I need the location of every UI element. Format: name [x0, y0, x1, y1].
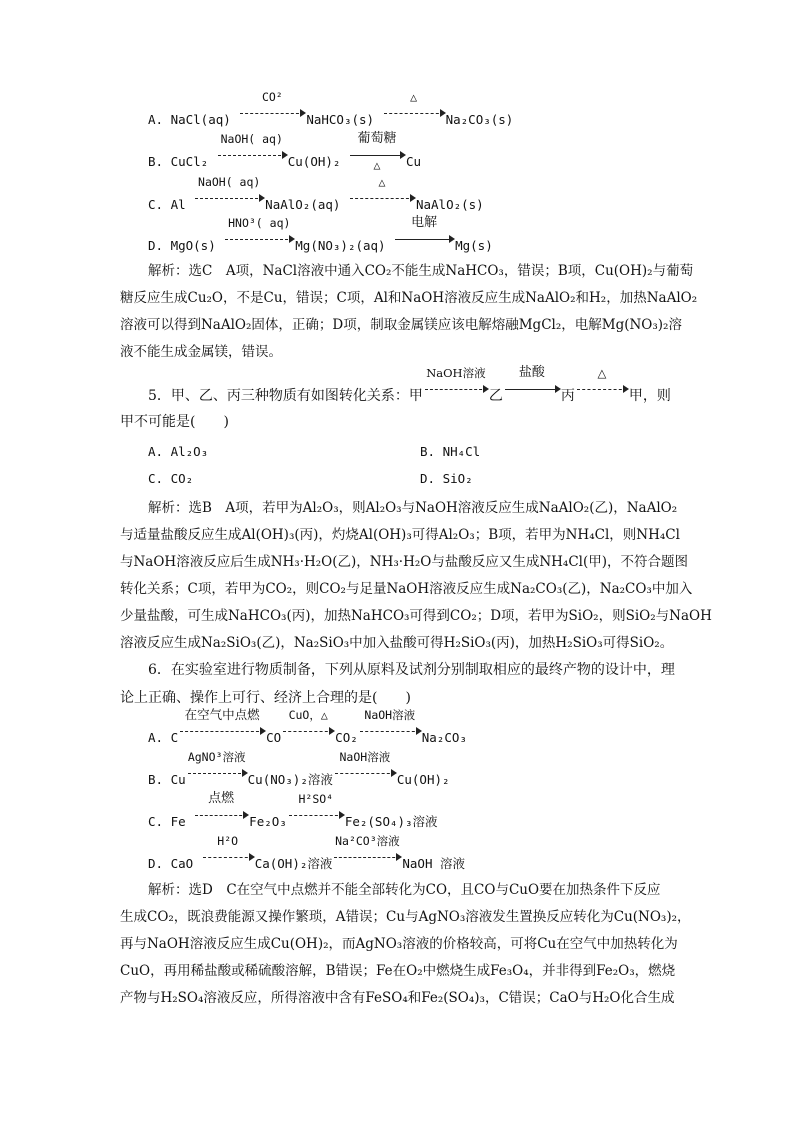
reaction-arrow — [289, 792, 343, 826]
final-product: Mg(s) — [455, 238, 493, 253]
arrow-condition: 点燃 — [208, 791, 235, 806]
arrow-condition: AgNO³溶液 — [187, 750, 246, 764]
q5-analysis-line: 与适量盐酸反应生成Al(OH)₃(丙)，灼烧Al(OH)₃可得Al₂O₃；B项，若甲为NH₄Cl，则NH₄Cl — [120, 527, 680, 543]
arrow-condition: NaOH( aq) — [220, 132, 283, 146]
reaction-arrow — [203, 834, 253, 868]
q6-analysis-line: 解析：选D C在空气中点燃并不能全部转化为CO，且CO与CuO要在加热条件下反应 — [148, 882, 661, 898]
q5-option-d: D. SiO₂ — [420, 471, 473, 486]
reaction-arrow — [218, 132, 286, 166]
intermediate-product: CO₂ — [335, 730, 358, 745]
q6-analysis-line: CuO，再用稀盐酸或稀硫酸溶解，B错误；Fe在O₂中燃烧生成Fe₃O₄，并非得到Fe₂O₃，燃烧 — [120, 963, 676, 979]
q5-option-c: C. CO₂ — [148, 471, 194, 486]
arrow-condition: H²O — [217, 834, 239, 848]
option-label: C. Al — [148, 197, 186, 212]
q5-analysis-line: 与NaOH溶液反应后生成NH₃·H₂O(乙)，NH₃·H₂O与盐酸反应又生成NH₄Cl(甲)，不符合题图 — [120, 554, 688, 570]
q6-analysis-line: 生成CO₂，既浪费能源又操作繁琐，A错误；Cu与AgNO₃溶液发生置换反应转化为Cu(NO₃)₂， — [120, 909, 691, 925]
final-product: Fe₂(SO₄)₃溶液 — [344, 814, 438, 829]
q4-option-d — [148, 215, 493, 256]
reaction-arrow — [425, 366, 487, 400]
q5-stem-text: 5．甲、乙、丙三种物质有如图转化关系：甲 — [148, 388, 423, 404]
q6-analysis-line: 再与NaOH溶液反应生成Cu(OH)₂，而AgNO₃溶液的价格较高，可将Cu在空气中加热转化为 — [120, 936, 678, 952]
arrow-condition: △ — [597, 366, 607, 380]
final-product: Cu(OH)₂ — [396, 772, 450, 787]
q5-analysis-line: 少量盐酸，可生成NaHCO₃(丙)，加热NaHCO₃可得到CO₂；D项，若甲为SiO₂，则SiO₂与NaOH — [120, 608, 712, 624]
arrow-condition: H²SO⁴ — [298, 792, 334, 806]
q5-option-b: B. NH₄Cl — [420, 444, 481, 459]
final-product: Cu — [405, 154, 422, 169]
reaction-arrow — [395, 215, 453, 250]
reaction-arrow — [384, 90, 444, 124]
reaction-arrow — [360, 708, 420, 742]
intermediate-product: CO — [266, 730, 282, 745]
q6-analysis-line: 产物与H₂SO₄溶液反应，所得溶液中含有FeSO₄和Fe₂(SO₄)₃，C错误；CaO与H₂O化合生成 — [120, 990, 675, 1006]
final-product: NaOH 溶液 — [402, 856, 466, 871]
arrow-condition: 盐酸 — [518, 365, 545, 380]
q5-option-a: A. Al₂O₃ — [148, 444, 209, 459]
intermediate-product: Fe₂O₃ — [249, 814, 287, 829]
option-label: B. Cu — [148, 772, 186, 787]
q6-option-d — [148, 834, 466, 874]
arrow-condition: HNO³( aq) — [228, 216, 291, 230]
reaction-arrow — [225, 216, 293, 250]
intermediate-product: NaHCO₃(s) — [306, 112, 375, 127]
arrow-condition: △ — [378, 175, 386, 189]
q4-option-a — [148, 90, 514, 130]
option-label: C. Fe — [148, 814, 186, 829]
final-product: Na₂CO₃ — [421, 730, 467, 745]
q6-option-a — [148, 707, 467, 748]
arrow-condition: NaOH( aq) — [198, 175, 261, 189]
final-product: NaAlO₂(s) — [415, 197, 484, 212]
arrow-condition: 葡萄糖 — [357, 131, 397, 146]
arrow-condition: NaOH溶液 — [364, 708, 416, 722]
q6-stem-line: 6．在实验室进行物质制备，下列从原料及试剂分别制取相应的最终产物的设计中，理 — [148, 662, 675, 678]
reaction-arrow — [187, 750, 246, 784]
q4-analysis-line: 溶液可以得到NaAlO₂固体，正确；D项，制取金属镁应该电解熔融MgCl₂，电解Mg(NO₃)₂溶 — [120, 317, 682, 333]
q4-analysis-line: 解析：选C A项，NaCl溶液中通入CO₂不能生成NaHCO₃，错误；B项，Cu(OH)₂与葡萄 — [148, 263, 694, 279]
arrow-condition: △ — [410, 90, 418, 104]
reaction-arrow — [505, 365, 559, 400]
reaction-arrow — [195, 175, 263, 209]
option-label: A. NaCl(aq) — [148, 112, 231, 127]
q5-analysis-line: 解析：选B A项，若甲为Al₂O₃，则Al₂O₃与NaOH溶液反应生成NaAlO₂(乙)，NaAlO₂ — [148, 500, 678, 516]
intermediate-product: Ca(OH)₂溶液 — [254, 856, 333, 871]
arrow-condition-below: △ — [373, 158, 381, 172]
final-product: Na₂CO₃(s) — [445, 112, 514, 127]
intermediate-product: Mg(NO₃)₂(aq) — [295, 238, 386, 253]
option-label: D. CaO — [148, 856, 194, 871]
arrow-condition: 在空气中点燃 — [184, 707, 260, 722]
q6-option-b — [148, 750, 450, 790]
arrow-condition: NaOH溶液 — [339, 750, 391, 764]
arrow-condition: Na²CO³溶液 — [335, 834, 400, 848]
option-label: D. MgO(s) — [148, 238, 216, 253]
q4-option-c — [148, 175, 484, 215]
arrow-condition: CuO，△ — [288, 708, 328, 722]
intermediate-product: Cu(OH)₂ — [287, 154, 341, 169]
reaction-arrow — [195, 791, 247, 826]
reaction-arrow — [334, 834, 400, 868]
q5-stem-line2: 甲不可能是( ) — [120, 414, 229, 430]
q4-analysis-line: 糖反应生成Cu₂O，不是Cu，错误；C项，Al和NaOH溶液反应生成NaAlO₂和H₂，加热NaAlO₂ — [120, 290, 698, 306]
reaction-arrow — [335, 750, 395, 784]
arrow-condition: NaOH溶液 — [426, 366, 486, 380]
q6-option-c — [148, 791, 438, 832]
q5-analysis-line: 转化关系；C项，若甲为CO₂，则CO₂与足量NaOH溶液反应生成Na₂CO₃(乙)，Na₂CO₃中加入 — [120, 581, 693, 597]
q5-stem-text: 甲，则 — [628, 388, 671, 404]
q4-option-b — [148, 131, 422, 172]
reaction-arrow — [283, 708, 333, 742]
option-label: A. C — [148, 730, 179, 745]
arrow-condition: 电解 — [411, 215, 438, 230]
substance-label: 乙 — [488, 388, 503, 404]
option-label: B. CuCl₂ — [148, 154, 209, 169]
substance-label: 丙 — [560, 388, 575, 404]
reaction-arrow — [577, 366, 627, 400]
q5-analysis-line: 溶液反应生成Na₂SiO₃(乙)，Na₂SiO₃中加入盐酸可得H₂SiO₃(丙)，加热H₂SiO₃可得SiO₂。 — [120, 635, 674, 651]
q6-stem-line: 论上正确、操作上可行、经济上合理的是( ) — [120, 690, 411, 706]
reaction-arrow — [240, 90, 304, 124]
q5-stem — [148, 365, 671, 406]
reaction-arrow — [350, 175, 414, 209]
intermediate-product: NaAlO₂(aq) — [265, 197, 341, 212]
reaction-arrow — [180, 707, 264, 742]
q4-analysis-line: 液不能生成金属镁，错误。 — [120, 344, 282, 360]
intermediate-product: Cu(NO₃)₂溶液 — [247, 772, 333, 787]
arrow-condition: CO² — [261, 90, 283, 104]
reaction-arrow — [350, 131, 404, 172]
